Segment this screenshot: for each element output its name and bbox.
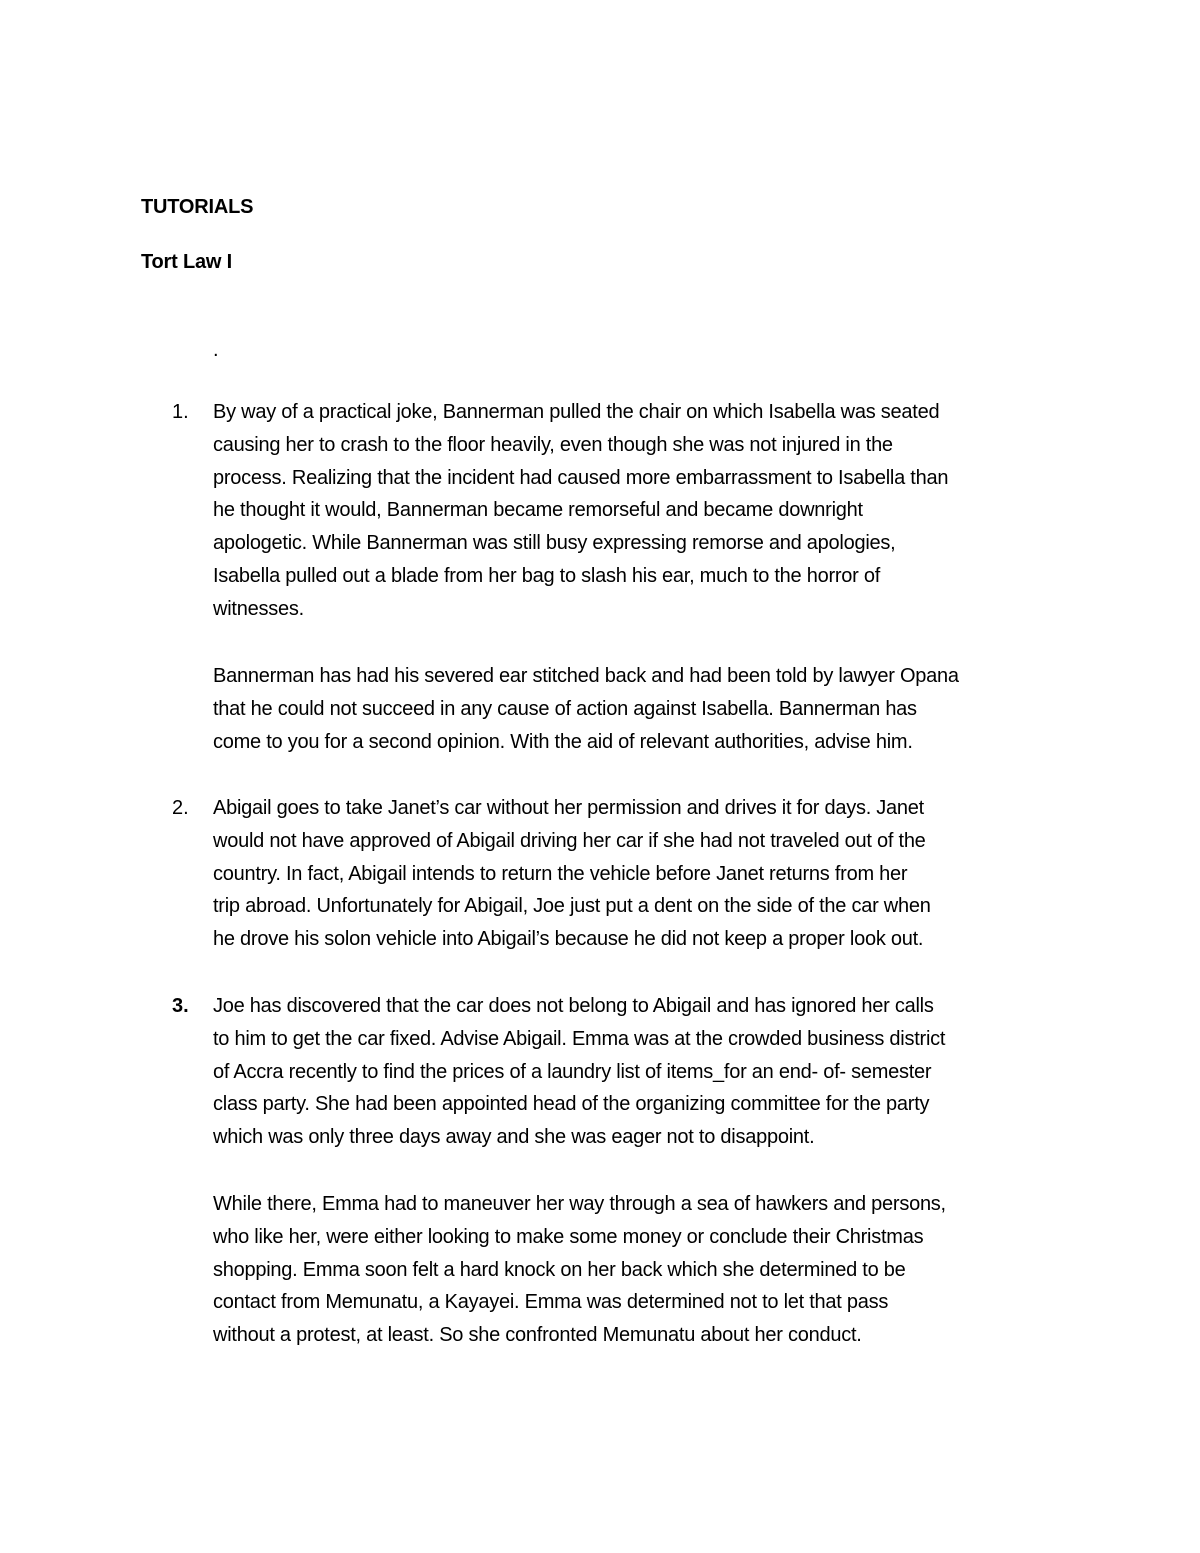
question-number: 3. (172, 995, 189, 1017)
paragraph-line: who like her, were either looking to make some money or conclude their Christmas (213, 1225, 924, 1248)
paragraph-line: to him to get the car fixed. Advise Abigail. Emma was at the crowded business district (213, 1027, 946, 1050)
stray-punctuation-mark: . (213, 339, 219, 361)
paragraph-line: Isabella pulled out a blade from her bag to slash his ear, much to the horror of (213, 564, 881, 587)
paragraph-line: witnesses. (213, 597, 304, 620)
question-paragraph (213, 396, 1073, 626)
question-paragraph (213, 990, 1073, 1154)
paragraph-line: process. Realizing that the incident had caused more embarrassment to Isabella than (213, 466, 949, 489)
paragraph-line: of Accra recently to find the prices of a laundry list of items_for an end- of- semester (213, 1060, 932, 1083)
paragraph-line: that he could not succeed in any cause of action against Isabella. Bannerman has (213, 697, 917, 720)
paragraph-line: he thought it would, Bannerman became remorseful and became downright (213, 499, 863, 522)
question-paragraph (213, 1188, 1073, 1352)
question-paragraph (213, 792, 1073, 956)
paragraph-line: he drove his solon vehicle into Abigail’s because he did not keep a proper look out. (213, 928, 924, 951)
paragraph-line: Joe has discovered that the car does not belong to Abigail and has ignored her calls (213, 995, 934, 1017)
paragraph-line: Bannerman has had his severed ear stitched back and had been told by lawyer Opana (213, 665, 959, 687)
question-number: 1. (172, 401, 189, 423)
paragraph-line: would not have approved of Abigail driving her car if she had not traveled out of the (213, 829, 926, 852)
paragraph-line: causing her to crash to the floor heavily, even though she was not injured in the (213, 433, 893, 456)
paragraph-line: apologetic. While Bannerman was still busy expressing remorse and apologies, (213, 532, 896, 555)
paragraph-line: By way of a practical joke, Bannerman pulled the chair on which Isabella was seated (213, 401, 940, 423)
paragraph-line: class party. She had been appointed head of the organizing committee for the party (213, 1093, 930, 1116)
paragraph-line: which was only three days away and she was eager not to disappoint. (213, 1126, 815, 1149)
paragraph-line: While there, Emma had to maneuver her way through a sea of hawkers and persons, (213, 1193, 946, 1215)
document-title: TUTORIALS (141, 196, 254, 218)
paragraph-line: country. In fact, Abigail intends to return the vehicle before Janet returns from her (213, 862, 908, 885)
paragraph-line: contact from Memunatu, a Kayayei. Emma was determined not to let that pass (213, 1291, 889, 1314)
paragraph-line: Abigail goes to take Janet’s car without her permission and drives it for days. Janet (213, 797, 924, 819)
question-number: 2. (172, 797, 189, 819)
paragraph-line: without a protest, at least. So she confronted Memunatu about her conduct. (213, 1324, 862, 1347)
paragraph-line: trip abroad. Unfortunately for Abigail, Joe just put a dent on the side of the car when (213, 895, 931, 918)
paragraph-line: shopping. Emma soon felt a hard knock on her back which she determined to be (213, 1258, 906, 1281)
paragraph-line: come to you for a second opinion. With the aid of relevant authorities, advise him. (213, 730, 913, 753)
document-subtitle: Tort Law I (141, 251, 232, 273)
question-paragraph (213, 660, 1073, 758)
